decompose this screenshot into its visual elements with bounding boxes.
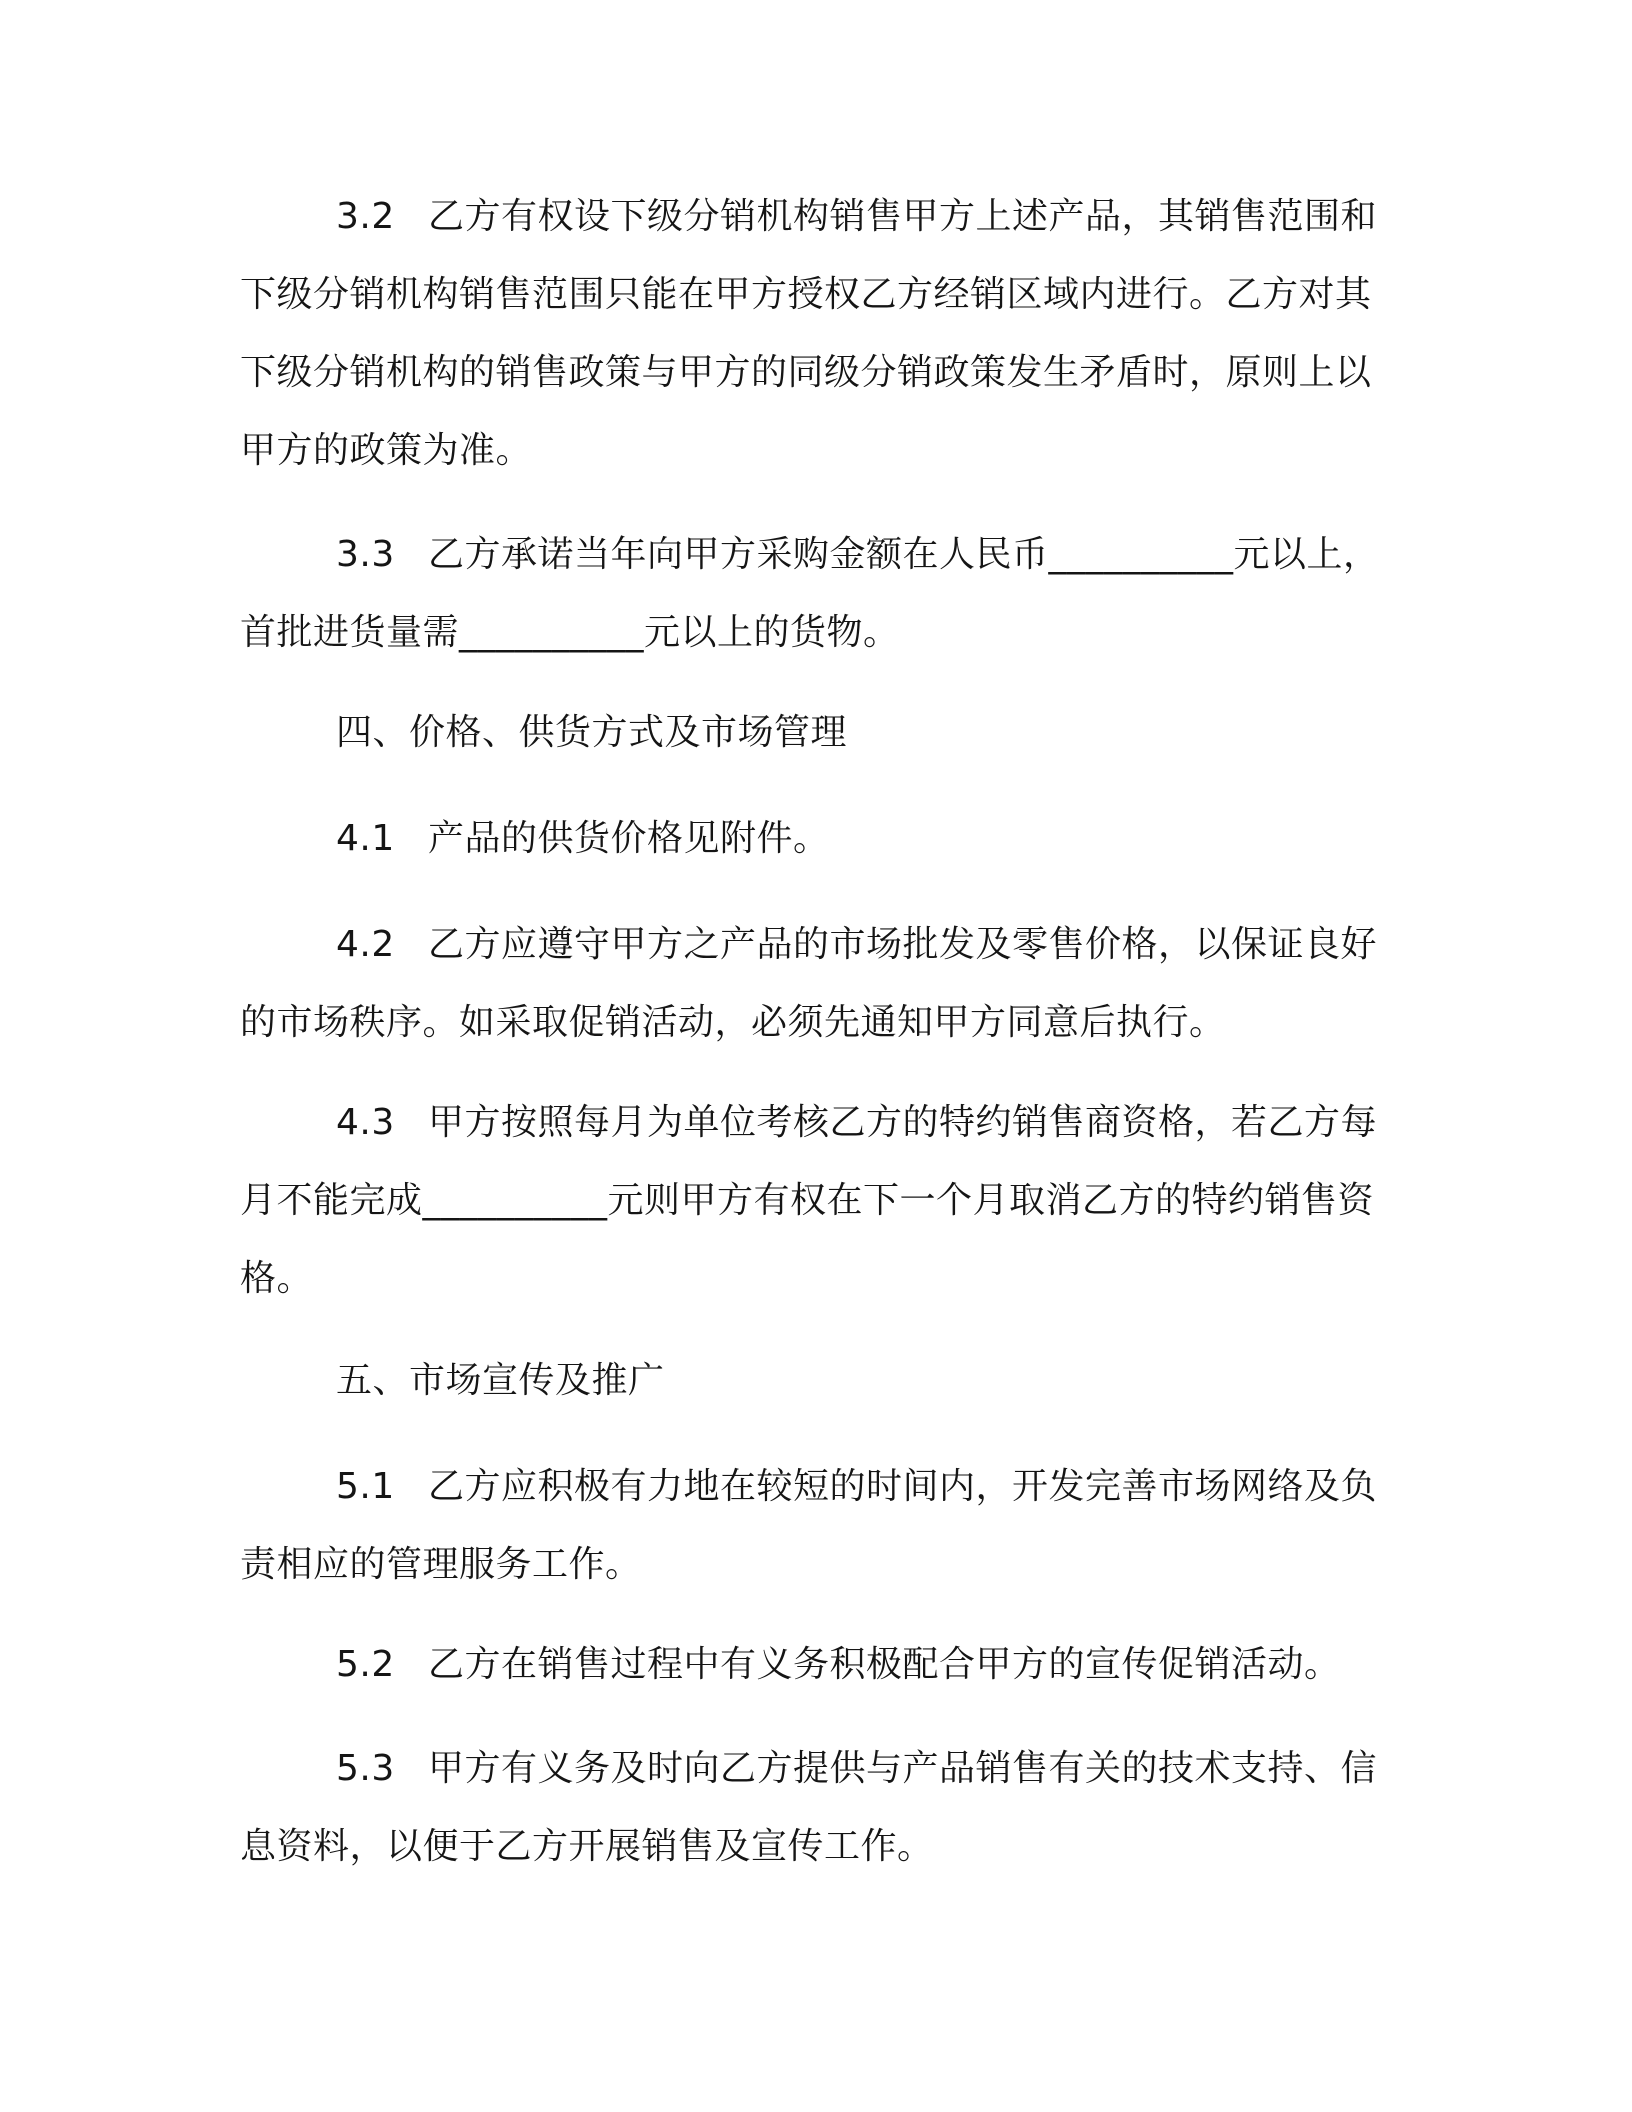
- clause-text: 甲方按照每月为单位考核乙方的特约销售商资格，若乙方每月不能完成__________元则甲方有权在下一个月取消乙方的特约销售资格。: [240, 1102, 1378, 1299]
- clause-number: 5.2: [336, 1644, 395, 1685]
- section-heading-4: 四、价格、供货方式及市场管理: [336, 712, 848, 753]
- clause-number: 5.3: [336, 1748, 395, 1789]
- clause-number: 4.2: [336, 924, 395, 965]
- clause-3-3: [240, 516, 1400, 672]
- clause-3-2: [240, 178, 1400, 490]
- clause-text: 甲方有义务及时向乙方提供与产品销售有关的技术支持、信息资料，以便于乙方开展销售及宣传工作。: [240, 1748, 1378, 1867]
- clause-text: 乙方应遵守甲方之产品的市场批发及零售价格，以保证良好的市场秩序。如采取促销活动，必须先通知甲方同意后执行。: [240, 924, 1378, 1043]
- clause-number: 3.2: [336, 196, 395, 237]
- clause-number: 5.1: [336, 1466, 395, 1507]
- clause-5-2: [240, 1626, 1400, 1704]
- clause-5-3: [240, 1730, 1400, 1886]
- clause-4-2: [240, 906, 1400, 1062]
- clause-text: 产品的供货价格见附件。: [428, 818, 830, 859]
- clause-number: 4.3: [336, 1102, 395, 1143]
- clause-text: 乙方在销售过程中有义务积极配合甲方的宣传促销活动。: [428, 1644, 1341, 1685]
- clause-4-3: [240, 1084, 1400, 1318]
- section-heading-5: 五、市场宣传及推广: [336, 1360, 665, 1401]
- clause-text: 乙方有权设下级分销机构销售甲方上述产品，其销售范围和下级分销机构销售范围只能在甲方授权乙方经销区域内进行。乙方对其下级分销机构的销售政策与甲方的同级分销政策发生矛盾时，原则上以甲方的政策为准。: [240, 196, 1378, 471]
- clause-number: 4.1: [336, 818, 395, 859]
- clause-text: 乙方应积极有力地在较短的时间内，开发完善市场网络及负责相应的管理服务工作。: [240, 1466, 1378, 1585]
- clause-5-1: [240, 1448, 1400, 1604]
- clause-4-1: [240, 800, 1400, 878]
- clause-text: 乙方承诺当年向甲方采购金额在人民币__________元以上，首批进货量需__________元以上的货物。: [240, 534, 1380, 653]
- clause-number: 3.3: [336, 534, 395, 575]
